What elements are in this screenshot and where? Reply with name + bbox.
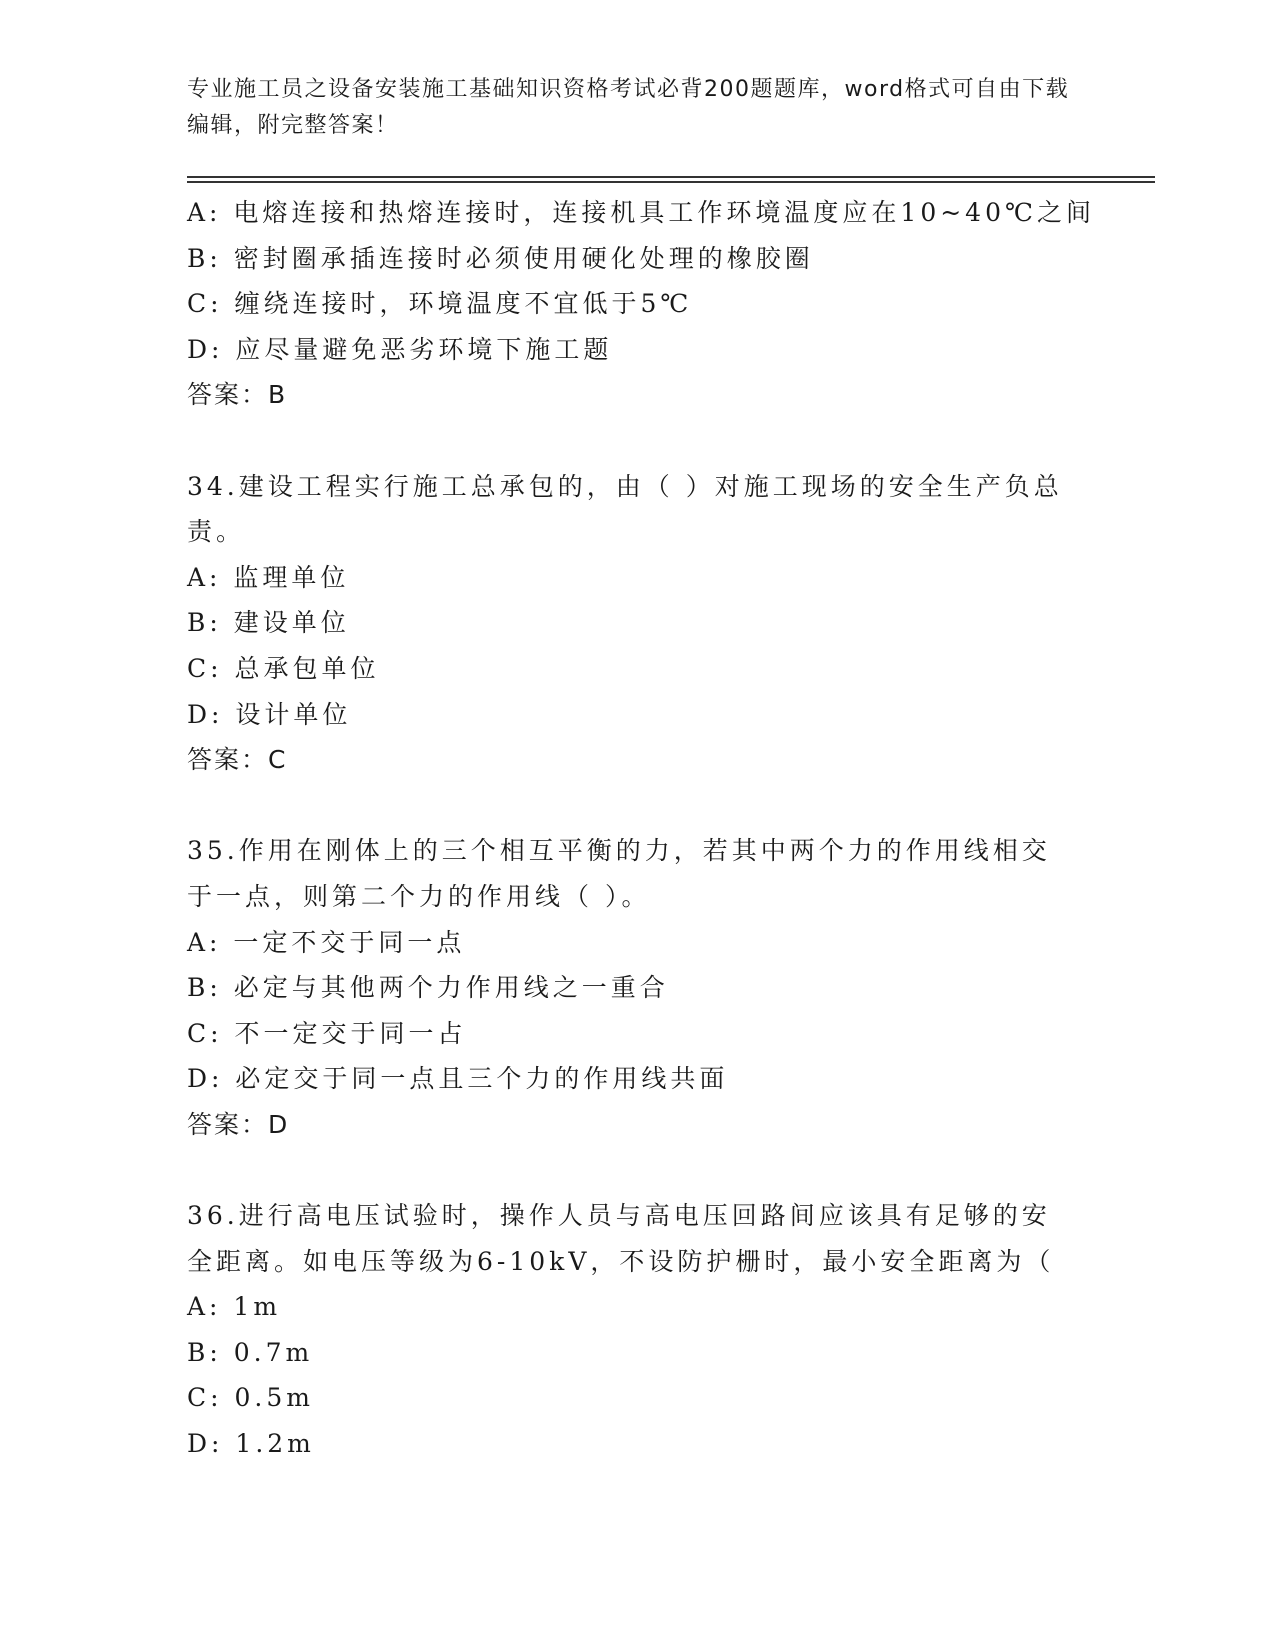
option-c: C: 缠绕连接时，环境温度不宜低于5℃ — [187, 289, 693, 319]
question-block — [187, 1193, 1087, 1467]
document-header: 专业施工员之设备安装施工基础知识资格考试必背200题题库，word格式可自由下载编辑，附完整答案！ — [187, 77, 1070, 138]
option-c: C: 总承包单位 — [187, 653, 380, 683]
option-b: B: 建设单位 — [187, 608, 350, 638]
option-a: A: 1m — [187, 1292, 282, 1322]
option-b: B: 密封圈承插连接时必须使用硬化处理的橡胶圈 — [187, 243, 814, 273]
option-a: A: 监理单位 — [187, 562, 350, 592]
answer-label: 答案：D — [187, 1109, 290, 1139]
option-d: D: 1.2m — [187, 1429, 315, 1459]
option-c: C: 不一定交于同一占 — [187, 1018, 467, 1048]
question-list — [187, 190, 1095, 1467]
option-d: D: 应尽量避免恶劣环境下施工题 — [187, 334, 613, 364]
option-b: B: 0.7m — [187, 1337, 314, 1367]
option-a: A: 一定不交于同一点 — [187, 927, 466, 957]
question-block — [187, 464, 1087, 783]
spacer — [187, 418, 1087, 464]
answer-label: 答案：B — [187, 380, 288, 410]
question-text: 36.进行高电压试验时，操作人员与高电压回路间应该具有足够的安全距离。如电压等级为6-10kV，不设防护栅时，最小安全距离为（ — [187, 1201, 1055, 1276]
question-block — [187, 190, 1095, 418]
question-block — [187, 828, 1087, 1147]
question-text: 34.建设工程实行施工总承包的，由（ ）对施工现场的安全生产负总责。 — [187, 471, 1063, 547]
spacer — [187, 1147, 1087, 1193]
option-b: B: 必定与其他两个力作用线之一重合 — [187, 973, 669, 1003]
header-divider-bottom — [187, 181, 1155, 183]
answer-label: 答案：C — [187, 745, 288, 775]
option-d: D: 设计单位 — [187, 699, 352, 729]
spacer — [187, 783, 1087, 829]
option-c: C: 0.5m — [187, 1383, 314, 1413]
option-a: A: 电熔连接和热熔连接时，连接机具工作环境温度应在10~40℃之间 — [187, 198, 1095, 227]
question-text: 35.作用在刚体上的三个相互平衡的力，若其中两个力的作用线相交于一点，则第二个力的作用线（ ）。 — [187, 836, 1051, 911]
header-divider-top — [187, 176, 1155, 178]
option-d: D: 必定交于同一点且三个力的作用线共面 — [187, 1064, 729, 1094]
